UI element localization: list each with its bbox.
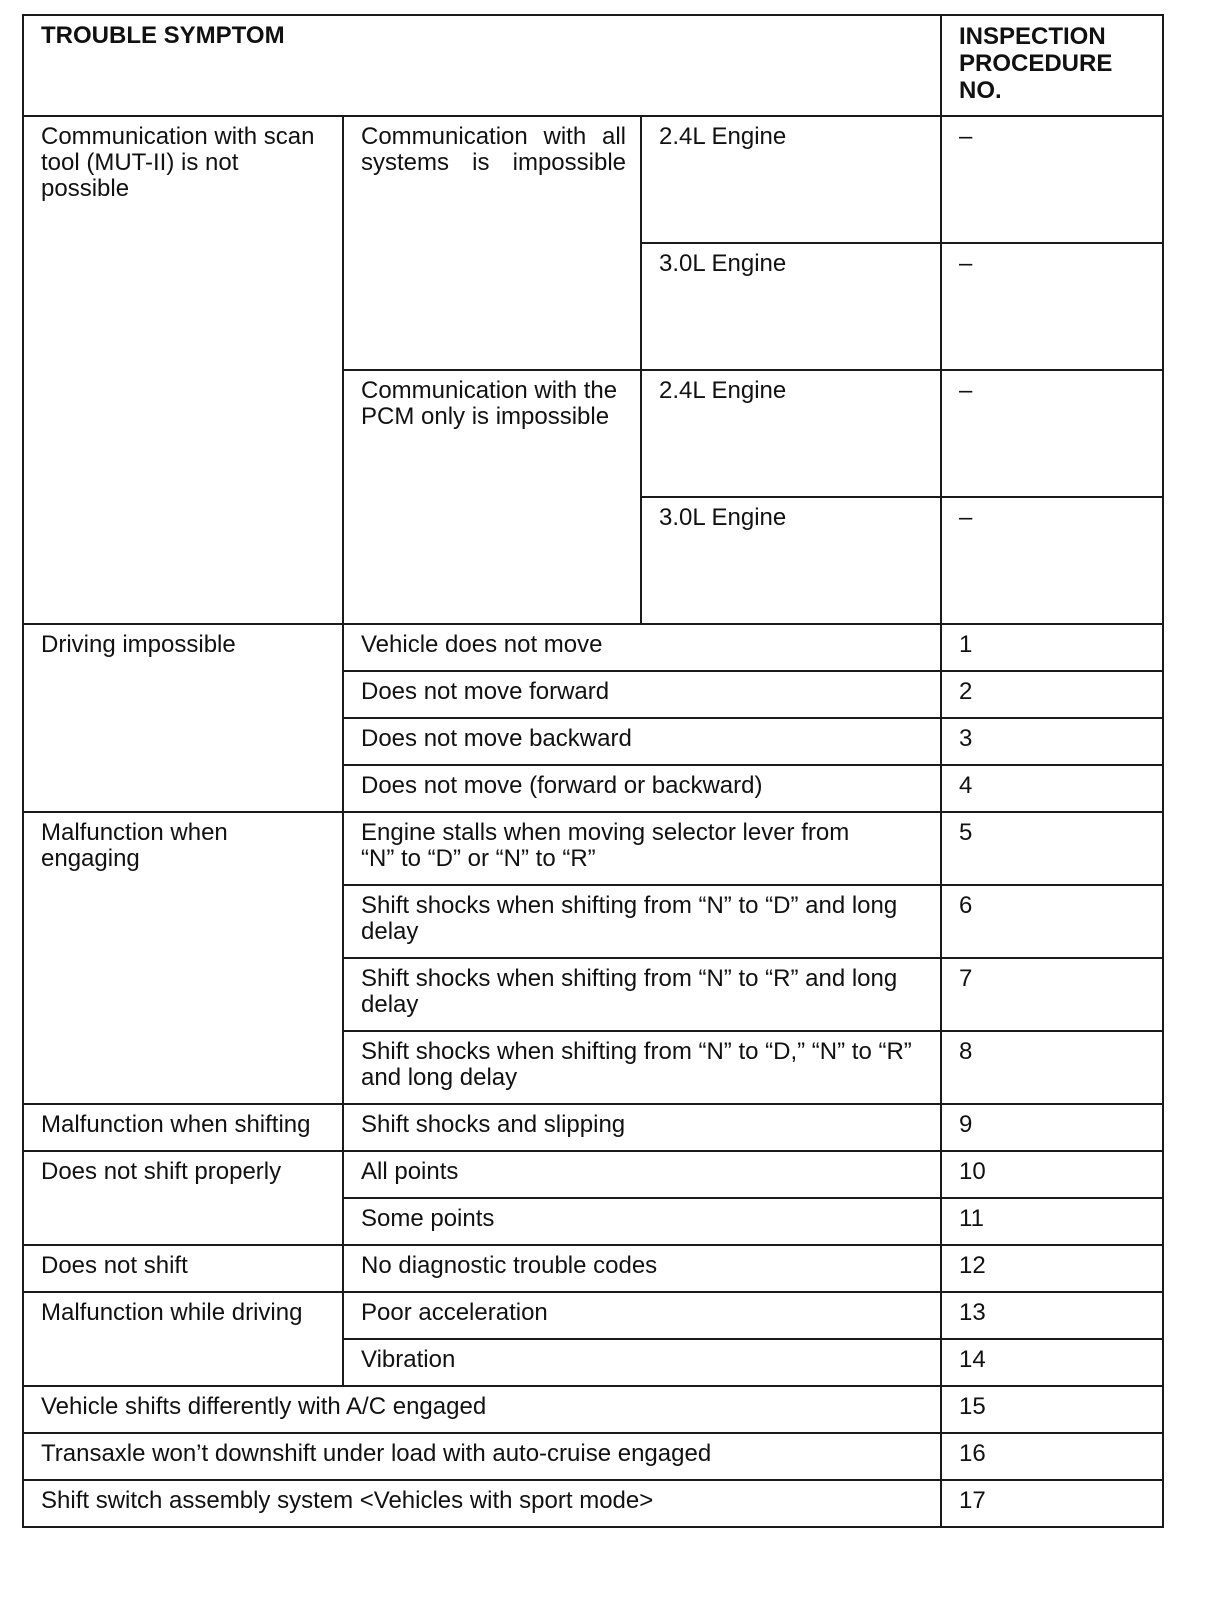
procedure-no-cell: 12 xyxy=(941,1245,1163,1292)
header-inspection-procedure-no xyxy=(941,15,1163,116)
detail-line: Engine stalls when moving selector lever from xyxy=(361,819,850,846)
table-row xyxy=(23,116,1163,243)
detail-cell: All points xyxy=(343,1151,941,1198)
detail-cell: Does not move (forward or backward) xyxy=(343,765,941,812)
table-row xyxy=(23,624,1163,671)
procedure-no-cell: 4 xyxy=(941,765,1163,812)
detail-line: Shift shocks when shifting from “N” to “D” and long xyxy=(361,892,898,919)
procedure-no-cell: 11 xyxy=(941,1198,1163,1245)
procedure-no-cell: 5 xyxy=(941,812,1163,885)
procedure-no-cell: 14 xyxy=(941,1339,1163,1386)
detail-cell: Does not move forward xyxy=(343,671,941,718)
symptom-line: engaging xyxy=(41,845,140,872)
procedure-no-cell: 13 xyxy=(941,1292,1163,1339)
symptom-full-width-cell: Transaxle won’t downshift under load with auto-cruise engaged xyxy=(23,1433,941,1480)
detail-line: and long delay xyxy=(361,1064,518,1091)
detail-cell xyxy=(343,812,941,885)
procedure-no-cell: – xyxy=(941,243,1163,370)
detail-cell xyxy=(343,885,941,958)
detail-cell: Vibration xyxy=(343,1339,941,1386)
symptom-full-width-cell: Shift switch assembly system <Vehicles with sport mode> xyxy=(23,1480,941,1527)
procedure-no-cell: – xyxy=(941,116,1163,243)
detail-cell: Shift shocks and slipping xyxy=(343,1104,941,1151)
procedure-no-cell: 16 xyxy=(941,1433,1163,1480)
detail-cell xyxy=(343,958,941,1031)
table-row xyxy=(23,1151,1163,1198)
header-trouble-symptom: TROUBLE SYMPTOM xyxy=(23,15,941,116)
detail-cell xyxy=(343,1031,941,1104)
engine-3-0l-cell: 3.0L Engine xyxy=(641,497,941,624)
detail-line: Shift shocks when shifting from “N” to “D,” “N” to “R” xyxy=(361,1038,912,1065)
detail-line: delay xyxy=(361,991,419,1018)
procedure-no-cell: 3 xyxy=(941,718,1163,765)
symptom-malfunction-driving: Malfunction while driving xyxy=(23,1292,343,1386)
procedure-no-cell: 15 xyxy=(941,1386,1163,1433)
procedure-no-cell: – xyxy=(941,370,1163,497)
symptom-malfunction-shifting: Malfunction when shifting xyxy=(23,1104,343,1151)
procedure-no-cell: 10 xyxy=(941,1151,1163,1198)
procedure-no-cell: 1 xyxy=(941,624,1163,671)
table-row xyxy=(23,1480,1163,1527)
procedure-no-cell: 9 xyxy=(941,1104,1163,1151)
detail-line: delay xyxy=(361,918,419,945)
detail-line: “N” to “D” or “N” to “R” xyxy=(361,845,596,872)
procedure-no-cell: 6 xyxy=(941,885,1163,958)
symptom-does-not-shift: Does not shift xyxy=(23,1245,343,1292)
engine-2-4l-cell: 2.4L Engine xyxy=(641,370,941,497)
detail-line: Shift shocks when shifting from “N” to “R” and long xyxy=(361,965,898,992)
header-no-line: NO. xyxy=(959,77,1002,104)
header-procedure-line: PROCEDURE xyxy=(959,50,1113,77)
detail-cell: Vehicle does not move xyxy=(343,624,941,671)
detail-pcm-only-impossible: Communication with the PCM only is impossible xyxy=(343,370,641,624)
symptom-driving-impossible: Driving impossible xyxy=(23,624,343,812)
procedure-no-cell: 7 xyxy=(941,958,1163,1031)
procedure-no-cell: 2 xyxy=(941,671,1163,718)
symptom-line: Malfunction when xyxy=(41,819,228,846)
table-row xyxy=(23,1433,1163,1480)
header-inspection-line: INSPECTION xyxy=(959,23,1106,50)
symptom-full-width-cell: Vehicle shifts differently with A/C engaged xyxy=(23,1386,941,1433)
table-row xyxy=(23,1386,1163,1433)
symptom-not-shift-properly: Does not shift properly xyxy=(23,1151,343,1245)
engine-3-0l-cell: 3.0L Engine xyxy=(641,243,941,370)
table-row xyxy=(23,812,1163,885)
symptom-malfunction-engaging xyxy=(23,812,343,1104)
detail-cell: Some points xyxy=(343,1198,941,1245)
engine-2-4l-cell: 2.4L Engine xyxy=(641,116,941,243)
detail-cell: Poor acceleration xyxy=(343,1292,941,1339)
detail-cell: No diagnostic trouble codes xyxy=(343,1245,941,1292)
procedure-no-cell: 8 xyxy=(941,1031,1163,1104)
detail-cell: Does not move backward xyxy=(343,718,941,765)
procedure-no-cell: – xyxy=(941,497,1163,624)
detail-all-systems-impossible: Communication with all systems is impossible xyxy=(343,116,641,370)
table-row xyxy=(23,1245,1163,1292)
table-header-row xyxy=(23,15,1163,116)
trouble-symptom-table xyxy=(22,14,1164,1528)
symptom-communication-not-possible: Communication with scan tool (MUT-II) is not possible xyxy=(23,116,343,624)
table-row xyxy=(23,1292,1163,1339)
procedure-no-cell: 17 xyxy=(941,1480,1163,1527)
table-row xyxy=(23,1104,1163,1151)
